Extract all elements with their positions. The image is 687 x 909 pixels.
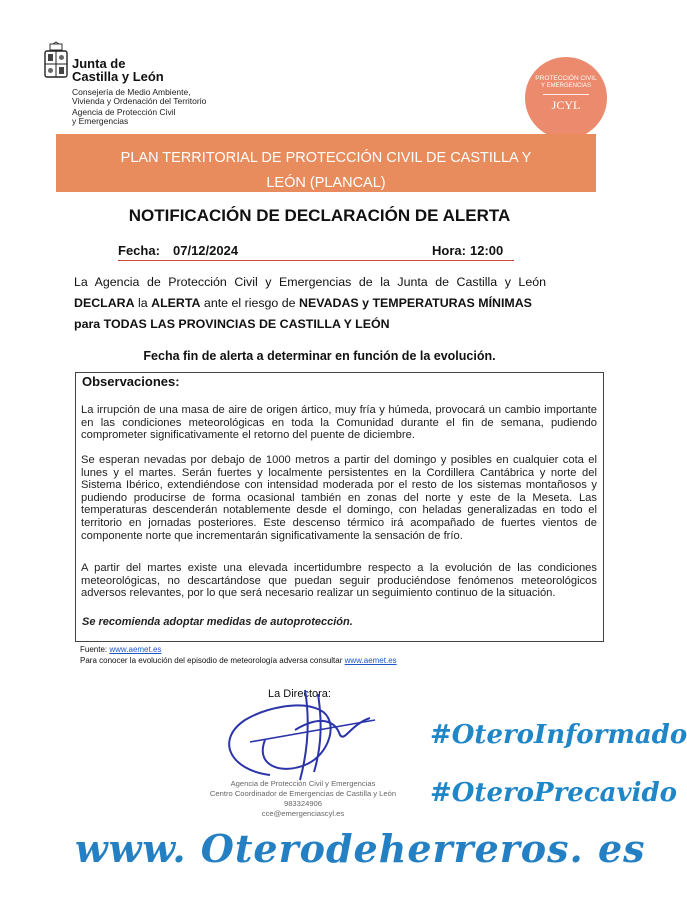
coat-of-arms-icon	[44, 44, 68, 80]
p1-line: La irrupción de una masa de aire de origen ártico, muy fría y húmeda, provocará un cambio importante	[81, 404, 597, 416]
date-underline	[118, 260, 514, 261]
agencia-line2: y Emergencias	[72, 116, 129, 126]
followup-text: Para conocer la evolución del episodio de meteorología adversa consultar	[80, 656, 343, 665]
observations-title: Observaciones:	[82, 374, 180, 389]
date-label: Fecha:	[118, 243, 160, 258]
ante-text: ante el riesgo	[203, 296, 279, 310]
plan-title	[56, 146, 596, 196]
p3-line: A partir del martes existe una elevada incertidumbre respecto a la evolución de las condiciones	[81, 562, 597, 574]
la-word: la	[138, 296, 148, 310]
signature-email: cce@emergenciascyl.es	[261, 809, 345, 818]
risk-text: NEVADAS y TEMPERATURAS MÍNIMAS	[299, 296, 532, 310]
alert-end-date: Fecha fin de alerta a determinar en función de la evolución.	[143, 349, 496, 363]
scope-text: para TODAS LAS PROVINCIAS DE CASTILLA Y LEÓN	[74, 317, 390, 331]
badge-divider	[543, 94, 589, 95]
website-watermark: www. Oterodeherreros. es	[75, 826, 646, 871]
p2-line: lunes y el martes. Serán fuertes y localmente persistentes en la Cordillera Cantábrica y norte del	[81, 466, 597, 479]
p1-line: en las condiciones meteorológicas en toda la Comunidad durante el fin de semana, pudiendo	[81, 416, 597, 429]
declaration-line3	[74, 314, 546, 335]
alerta-word: ALERTA	[151, 296, 201, 310]
p2-line: territorio en jornadas posteriores. Este descenso térmico irá acompañado de fuertes vientos de	[81, 516, 597, 529]
handwritten-signature	[210, 680, 380, 785]
declaration-line2	[74, 293, 546, 314]
badge-line2: Y EMERGENCIAS	[541, 83, 591, 89]
p2-line: componente norte que incrementarán significativamente la sensación de frío.	[81, 529, 463, 542]
hashtag-precavido: #OteroPrecavido	[430, 778, 677, 808]
observations-paragraph-1	[81, 404, 597, 442]
consejeria-line2: Vivienda y Ordenación del Territorio	[72, 96, 207, 106]
signature-phone: 983324906	[283, 799, 322, 808]
declaration-text	[74, 272, 546, 335]
consejeria-line1: Consejería de Medio Ambiente,	[72, 87, 191, 97]
director-label: La Directora:	[268, 688, 331, 700]
civil-protection-badge	[525, 57, 607, 139]
de-word: de	[281, 296, 296, 310]
hashtag-informado: #OteroInformado	[430, 720, 687, 750]
observations-paragraph-2	[81, 454, 597, 542]
p1-line: comprometer significativamente el retorno del puente de diciembre.	[81, 429, 415, 442]
p2-line: Sistema Ibérico, extendiéndose con intensidad moderada por el resto de los sistemas montañosos y	[81, 479, 597, 492]
p2-line: pudiendo producirse de forma ocasional también en zonas del norte y este de la Meseta. Las	[81, 491, 597, 504]
consejeria-name	[72, 88, 206, 106]
p2-line: Se esperan nevadas por debajo de 1000 metros a partir del domingo y posibles en cualquier cota el	[81, 454, 597, 466]
signature-line1: Agencia de Protección Civil y Emergencias	[230, 779, 376, 788]
source-label: Fuente:	[80, 645, 108, 654]
signature-line2: Centro Coordinador de Emergencias de Castilla y León	[209, 789, 397, 798]
plan-title-line1: PLAN TERRITORIAL DE PROTECCIÓN CIVIL DE CASTILLA Y	[120, 150, 532, 166]
organization-name	[72, 57, 164, 83]
followup-link[interactable]: www.aemet.es	[344, 656, 397, 665]
time-label: Hora:	[432, 243, 466, 258]
signature-block	[168, 779, 438, 819]
document-title: NOTIFICACIÓN DE DECLARACIÓN DE ALERTA	[128, 206, 511, 225]
plan-title-line2: LEÓN (PLANCAL)	[266, 175, 386, 191]
p3-line: meteorológicas, no descartándose que puedan seguir produciéndose fenómenos meteorológicos	[81, 574, 597, 587]
badge-line1: PROTECCIÓN CIVIL	[535, 75, 597, 82]
observations-paragraph-3	[81, 562, 597, 600]
badge-line3: JCYL	[551, 98, 581, 112]
declaration-line1: La Agencia de Protección Civil y Emergencias de la Junta de Castilla y León	[74, 275, 546, 289]
declara-word: DECLARA	[74, 296, 135, 310]
p2-line: temperaturas descenderán notablemente desde el domingo, con heladas generalizadas en todo el	[81, 504, 597, 517]
recommendation: Se recomienda adoptar medidas de autoprotección.	[82, 616, 353, 628]
date-value: 07/12/2024	[173, 243, 239, 258]
followup-line	[80, 656, 397, 665]
org-name-line2: Castilla y León	[72, 69, 164, 84]
agencia-name	[72, 108, 175, 126]
org-name-line1: Junta de	[72, 56, 126, 71]
source-line	[80, 645, 161, 654]
agencia-line1: Agencia de Protección Civil	[72, 107, 176, 117]
source-link[interactable]: www.aemet.es	[109, 645, 162, 654]
p3-line: adversos relevantes, por lo que será necesario realizar un seguimiento continuo de la situación.	[81, 587, 556, 600]
time-value: 12:00	[470, 243, 504, 258]
